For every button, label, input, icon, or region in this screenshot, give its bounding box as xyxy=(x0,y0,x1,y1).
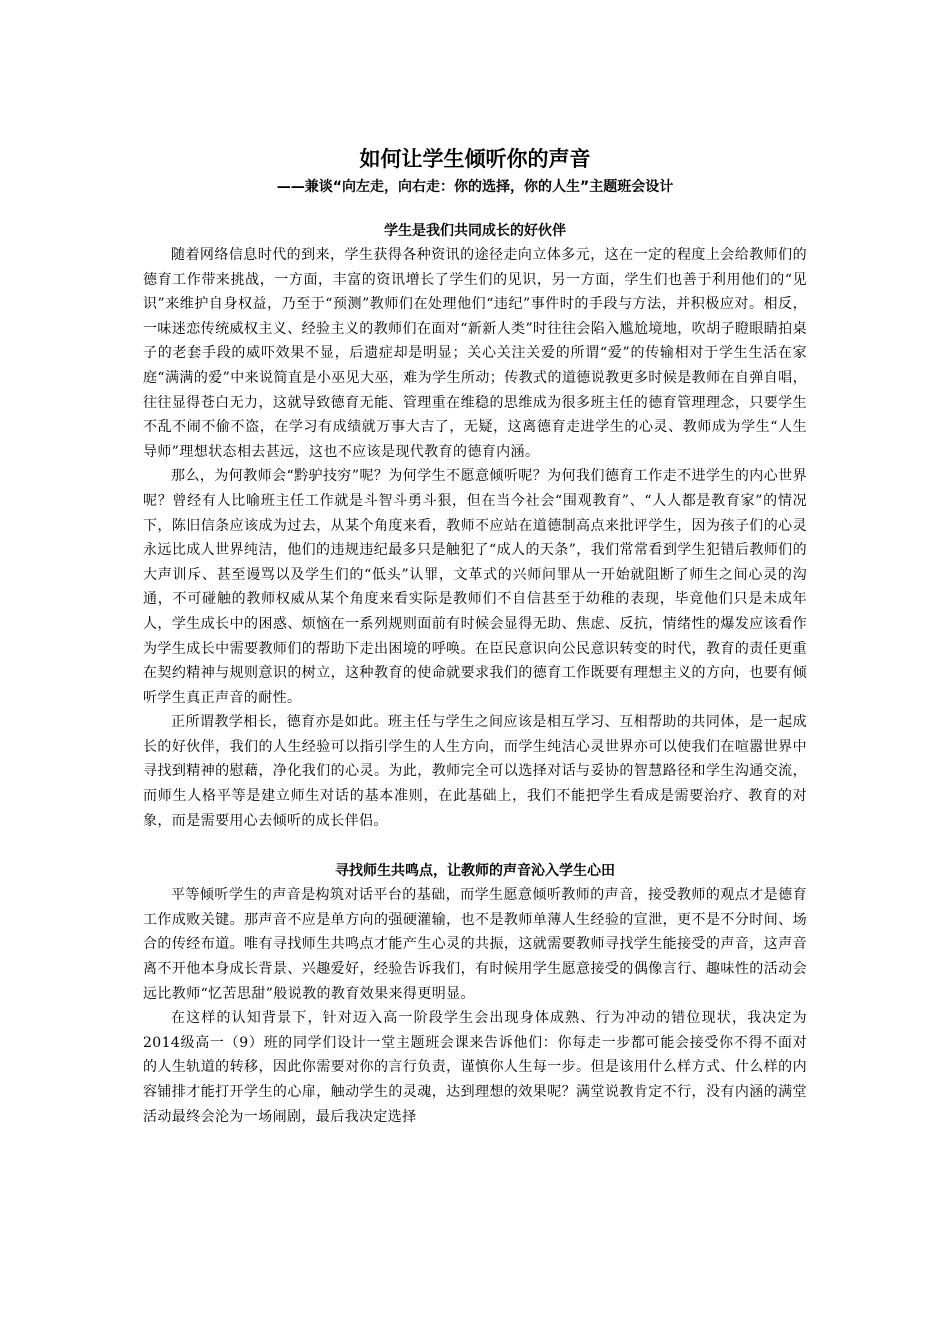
paragraph: 那么，为何教师会“黔驴技穷”呢？为何学生不愿意倾听呢？为何我们德育工作走不进学生的内心世界呢？曾经有人比喻班主任工作就是斗智斗勇斗狠，但在当今社会“围观教育”、“人人都是教育家”的情况下，陈旧信条应该成为过去，从某个角度来看，教师不应站在道德制高点来批评学生，因为孩子们的心灵永远比成人世界纯洁，他们的违规违纪最多只是触犯了“成人的天条”，我们常常看到学生犯错后教师们的大声训斥、甚至谩骂以及学生们的“低头”认罪，文革式的兴师问罪从一开始就阻断了师生之间心灵的沟通，不可碰触的教师权威从某个角度来看实际是教师们不自信甚至于幼稚的表现，毕竟他们只是未成年人，学生成长中的困惑、烦恼在一系列规则面前有时候会显得无助、焦虑、反抗，情绪性的爆发应该看作为学生成长中需要教师们的帮助下走出困境的呼唤。在臣民意识向公民意识转变的时代，教育的责任更重在契约精神与规则意识的树立，这种教育的使命就要求我们的德育工作既要有理想主义的方向，也要有倾听学生真正声音的耐性。 xyxy=(143,468,807,706)
document-title: 如何让学生倾听你的声音 xyxy=(359,147,591,171)
paragraph: 平等倾听学生的声音是构筑对话平台的基础，而学生愿意倾听教师的声音，接受教师的观点才是德育工作成败关键。那声音不应是单方向的强硬灌输，也不是教师单薄人生经验的宣泄，更不是不分时间、场合的传经布道。唯有寻找师生共鸣点才能产生心灵的共振，这就需要教师寻找学生能接受的声音，这声音离不开他本身成长背景、兴趣爱好，经验告诉我们，有时候用学生愿意接受的偶像言行、趣味性的活动会远比教师“忆苦思甜”般说教的教育效果来得更明显。 xyxy=(143,887,807,1002)
section-heading: 寻找师生共鸣点，让教师的声音沁入学生心田 xyxy=(335,863,615,880)
document-subtitle: ——兼谈“向左走，向右走：你的选择，你的人生”主题班会设计 xyxy=(276,179,674,195)
paragraph: 正所谓教学相长，德育亦是如此。班主任与学生之间应该是相互学习、互相帮助的共同体，是一起成长的好伙伴，我们的人生经验可以指引学生的人生方向，而学生纯洁心灵世界亦可以使我们在喧嚣世界中寻找到精神的慰藉，净化我们的心灵。为此，教师完全可以选择对话与妥协的智慧路径和学生沟通交流，而师生人格平等是建立师生对话的基本准则，在此基础上，我们不能把学生看成是需要治疗、教育的对象，而是需要用心去倾听的成长伴侣。 xyxy=(143,714,807,829)
document-page xyxy=(143,142,807,1129)
section-2 xyxy=(143,859,807,1129)
section-heading: 学生是我们共同成长的好伙伴 xyxy=(384,223,566,239)
paragraph: 随着网络信息时代的到来，学生获得各种资讯的途径走向立体多元，这在一定的程度上会给教师们的德育工作带来挑战，一方面，丰富的资讯增长了学生们的见识，另一方面，学生们也善于利用他们的“见识”来维护自身权益，乃至于“预测”教师们在处理他们“违纪”事件时的手段与方法，并积极应对。相反，一味迷恋传统威权主义、经验主义的教师们在面对“新新人类”时往往会陷入尴尬境地，吹胡子瞪眼睛拍桌子的老套手段的威吓效果不显，后遗症却是明显；关心关注关爱的所谓“爱”的传输相对于学生生活在家庭“满满的爱”中来说简直是小巫见大巫，难为学生所动；传教式的道德说教更多时候是教师在自弹自唱，往往显得苍白无力，这就导致德育无能、管理重在维稳的思维成为很多班主任的德育管理理念，只要学生不乱不闹不偷不盗，在学习有成绩就万事大吉了，无疑，这离德育走进学生的心灵、教师成为学生“人生导师”理想状态相去甚远，这也不应该是现代教育的德育内涵。 xyxy=(143,247,807,460)
paragraph: 在这样的认知背景下，针对迈入高一阶段学生会出现身体成熟、行为冲动的错位现状，我决定为2014级高一（9）班的同学们设计一堂主题班会课来告诉他们：你每走一步都可能会接受你不得不面对的人生轨道的转移，因此你需要对你的言行负责，谨慎你人生每一步。但是该用什么样方式、什么样的内容铺排才能打开学生的心扉，触动学生的灵魂，达到理想的效果呢？满堂说教肯定不行，没有内涵的满堂活动最终会沦为一场闹剧，最后我决定选择 xyxy=(143,1010,807,1125)
section-1 xyxy=(143,219,807,833)
